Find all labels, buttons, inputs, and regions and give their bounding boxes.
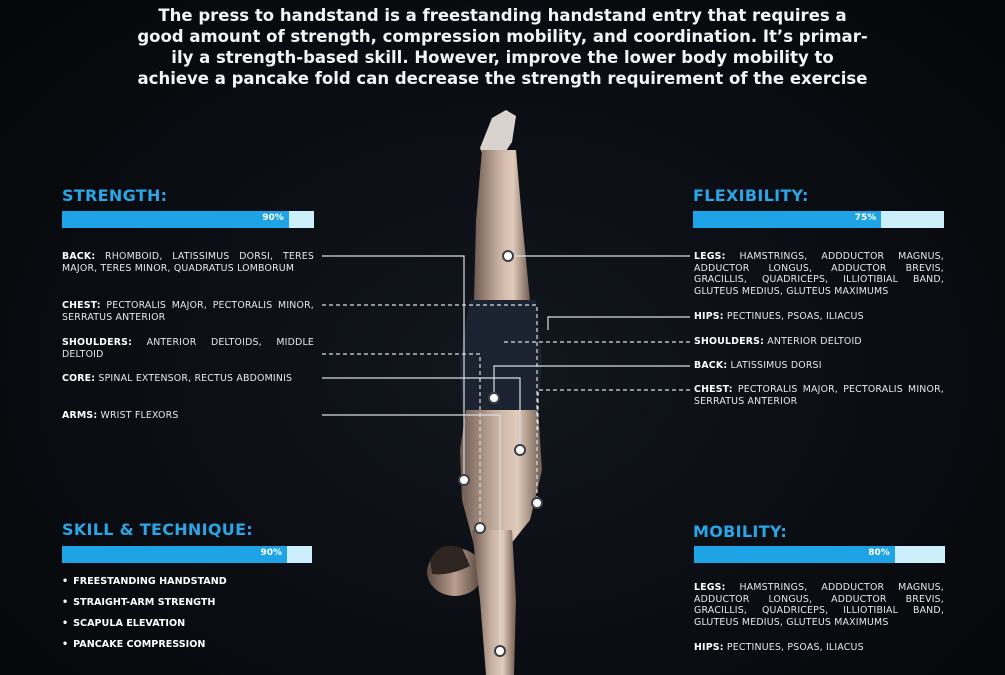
list-item: • PANCAKE COMPRESSION	[62, 639, 227, 660]
list-item: • STRAIGHT-ARM STRENGTH	[62, 597, 227, 618]
athlete-arms	[472, 530, 516, 675]
mobility-group-legs: LEGS: HAMSTRINGS, ADDDUCTOR MAGNUS, ADDUCTOR LONGUS, ADDUCTOR BREVIS, GRACILLIS, QUADRICEPS, ILLIOTIBIAL BAND, GLUTEUS MEDIUS, GLUTEUS MAXIMUMS	[694, 582, 944, 628]
flexibility-bar	[693, 211, 944, 228]
intro-line: ily a strength-based skill. However, improve the lower body mobility to	[171, 48, 834, 67]
strength-group-chest: CHEST: PECTORALIS MAJOR, PECTORALIS MINOR, SERRATUS ANTERIOR	[62, 300, 314, 323]
flexibility-title: FLEXIBILITY:	[693, 186, 809, 205]
skill-bar-fill	[62, 546, 287, 563]
athlete-torso	[460, 410, 542, 545]
strength-group-arms: ARMS: WRIST FLEXORS	[62, 410, 179, 421]
flexibility-group-hips: HIPS: PECTINUES, PSOAS, ILIACUS	[694, 311, 864, 322]
skill-bar	[62, 546, 312, 563]
mobility-bar-fill	[694, 546, 895, 563]
strength-group-back: BACK: RHOMBOID, LATISSIMUS DORSI, TERES MAJOR, TERES MINOR, QUADRATUS LOMBORUM	[62, 251, 314, 274]
flexibility-percent: 75%	[854, 213, 877, 223]
mobility-bar	[694, 546, 945, 563]
athlete-shorts	[460, 300, 542, 412]
flexibility-group-legs: LEGS: HAMSTRINGS, ADDDUCTOR MAGNUS, ADDUCTOR LONGUS, ADDUCTOR BREVIS, GRACILLIS, QUADRICEPS, ILLIOTIBIAL BAND, GLUTEUS MEDIUS, GLUTEUS MAXIMUMS	[694, 251, 944, 297]
flexibility-group-shoulders: SHOULDERS: ANTERIOR DELTOID	[694, 336, 862, 347]
strength-group-shoulders: SHOULDERS: ANTERIOR DELTOIDS, MIDDLE DELTOID	[62, 337, 314, 360]
strength-bar	[62, 211, 314, 228]
skill-percent: 90%	[260, 548, 282, 558]
skill-list	[62, 576, 227, 660]
strength-bar-fill	[62, 211, 289, 228]
strength-title: STRENGTH:	[62, 186, 168, 205]
flexibility-bar-fill	[693, 211, 881, 228]
skill-title: SKILL & TECHNIQUE:	[62, 520, 254, 539]
intro-line: achieve a pancake fold can decrease the strength requirement of the exercise	[137, 69, 868, 88]
flexibility-group-chest: CHEST: PECTORALIS MAJOR, PECTORALIS MINOR, SERRATUS ANTERIOR	[694, 384, 944, 407]
list-item: • FREESTANDING HANDSTAND	[62, 576, 227, 597]
strength-percent: 90%	[262, 213, 284, 223]
mobility-title: MOBILITY:	[693, 522, 788, 541]
mobility-percent: 80%	[868, 548, 890, 558]
strength-group-core: CORE: SPINAL EXTENSOR, RECTUS ABDOMINIS	[62, 373, 293, 384]
flexibility-group-back: BACK: LATISSIMUS DORSI	[694, 360, 822, 371]
mobility-group-hips: HIPS: PECTINUES, PSOAS, ILIACUS	[694, 642, 864, 653]
intro-line: good amount of strength, compression mobility, and coordination. It’s primar-	[137, 27, 868, 46]
list-item: • SCAPULA ELEVATION	[62, 618, 227, 639]
athlete-legs	[474, 150, 530, 300]
intro-line: The press to handstand is a freestanding handstand entry that requires a	[158, 6, 847, 25]
